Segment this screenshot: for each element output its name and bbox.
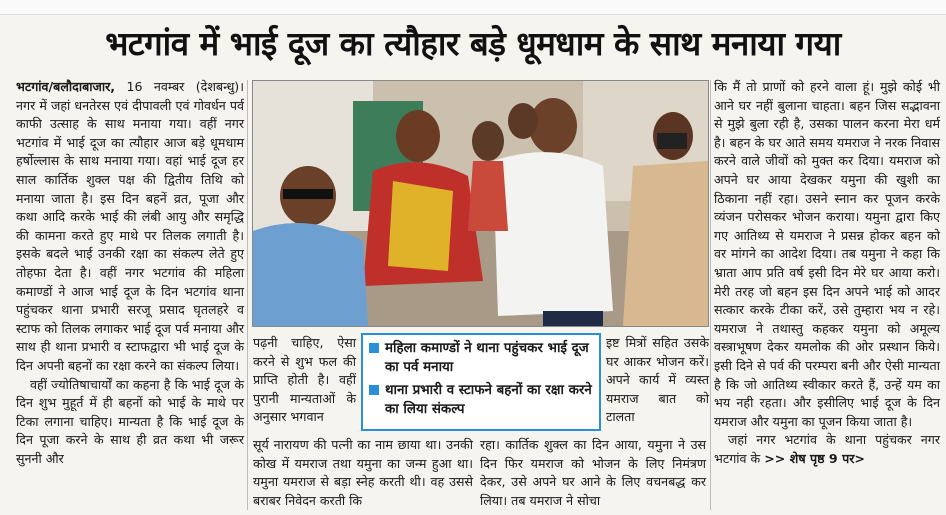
paragraph-col4-end	[714, 431, 940, 468]
paragraph-col4: कि मैं तो प्राणों को हरने वाला हूं। मुझे कोई भी आने घर नहीं बुलाना चाहता। बहन जिस सद्भावना से मुझे बुला रही है, उसका पालन करना मेरा धर्म है। बहन के घर आते समय यमराज ने नरक निवास करने वाले जीवों को मुक्त कर दिया। यमराज को अपने घर आया देखकर यमुना की खुशी का ठिकाना नहीं रहा। उसने स्नान कर पूजन करके व्यंजन परोसकर भोजन कराया। यमुना द्वारा किए गए आतिथ्य से यमराज ने प्रसन्न होकर बहन को वर मांगने का आदेश दिया। तब यमुना ने कहा कि भ्राता आप प्रति वर्ष इसी दिन मेरे घर आया करो। मेरी तरह जो बहन इस दिन अपने भाई को आदर सत्कार करके टीका करें, उसे तुम्हारा भय न रहे। यमराज ने तथास्तु कहकर यमुना को अमूल्य वस्त्राभूषण देकर यमलोक की ओर प्रस्थान किये। इसी दिने से पर्व की परम्परा बनी और ऐसी मान्यता है कि जो आतिथ्य स्वीकार करते हैं, उन्हें यम का भय नही रहता। और इसीलिए भाई दूज के दिन यमराज और यमुना का पूजन किया जाता है।	[714, 79, 940, 429]
paragraph-intro	[16, 78, 244, 376]
headline: भटगांव में भाई दूज का त्यौहार बड़े धूमधाम के साथ मनाया गया	[105, 24, 841, 63]
dateline: भटगांव/बलौदाबाजार,	[16, 79, 116, 94]
photo-illustration	[253, 81, 708, 326]
paragraph-2: वहीं ज्योतिषाचार्यों का कहना है कि भाई दूज के दिन शुभ मुहूर्त में ही बहनों को भाई के माथे पर टिका लगाना चाहिए। मान्यता है कि भाई दूज के दिन पूजा करने के साथ ही व्रत कथा भी जरूर सुननी और	[16, 376, 244, 466]
article-column-2-top	[253, 334, 356, 427]
article-column-2-bottom	[253, 436, 473, 510]
article-column-3-bottom	[480, 436, 706, 510]
article-column-1	[16, 78, 244, 468]
continued-on-page: >> शेष पृष्ठ 9 पर>	[764, 450, 865, 466]
paragraph-col2-top: पढ़नी चाहिए, ऐसा करने से शुभ फल की प्राप्ति होती है। वहीं पुरानी मान्यताओं के अनुसार भगवान	[253, 335, 356, 425]
highlight-box	[361, 333, 601, 431]
highlight-text-1: महिला कमाण्डों ने थाना पहुंचकर भाई दूज का पर्व मनाया	[385, 341, 589, 375]
paragraph-col3-bottom: रहा। कार्तिक शुक्ल का दिन आया, यमुना ने उस दिन फिर यमराज को भोजन के लिए निमंत्रण देकर, उसे अपने घर आने के लिए वचनबद्ध कर लिया। तब यमराज ने सोचा	[480, 437, 706, 508]
paragraph-1-text: (देशबन्धु)। नगर में जहां धनतेरस एवं दीपावली एवं गोवर्धन पर्व काफी उत्साह के साथ मनाया गया। वहीं नगर भटगांव में भाई दूज का त्यौहार आज बड़े धूमधाम हर्षोल्लास के साथ मनाया गया। वहां भाई दूज हर साल कार्तिक शुक्ल पक्ष की द्वितीय तिथि को मनाया जाता है। इस दिन बहनें व्रत, पूजा और कथा आदि करके भाई की लंबी आयु और समृद्धि की कामना करते हुए माथे पर तिलक लगाती है। इसके बदले भाई उनकी रक्षा का संकल्प लेते हुए तोहफा देता है। वहीं नगर भटगांव की महिला कमाण्डों ने आज भाई दूज के दिन भटगांव थाना पहुंचकर थाना प्रभारी सरजू प्रसाद घृतलहरे व स्टाफ को तिलक लगाकर भाई दूज पर्व मनाया और साथ ही थाना प्रभारी व स्टाफद्वारा भी भाई दूज के दिन अपनी बहनों का रक्षा करने का संकल्प लिया।	[16, 79, 244, 373]
continued-on-page-text: शेष पृष्ठ 9 पर	[789, 450, 855, 466]
paragraph-col4-end-text: जहां नगर भटगांव के थाना पहुंचकर नगर भटगांव के	[714, 432, 940, 466]
paragraph-col3-top: इष्ट मित्रों सहित उसके घर आकर भोजन करें। अपने कार्य में व्यस्त यमराज बात को टालता	[606, 335, 709, 425]
column-divider	[710, 80, 711, 510]
news-photo	[252, 80, 709, 327]
highlight-item-1	[369, 339, 593, 377]
bullet-square-icon	[369, 343, 379, 353]
article-column-4	[714, 78, 940, 468]
previous-article-strip	[0, 0, 946, 15]
article-column-3-top	[606, 334, 709, 427]
highlight-text-2: थाना प्रभारी व स्टाफने बहनों का रक्षा करने का लिया संकल्प	[385, 383, 592, 417]
date: 16 नवम्बर	[126, 79, 185, 94]
paragraph-col2-bottom: सूर्य नारायण की पत्नी का नाम छाया था। उनकी कोख में यमराज तथा यमुना का जन्म हुआ था। यमुना यमराज से बड़ा स्नेह करती थी। वह उससे बराबर निवेदन करती कि	[253, 437, 473, 508]
bullet-square-icon	[369, 385, 379, 395]
highlight-item-2	[369, 381, 593, 419]
column-divider	[247, 80, 248, 510]
